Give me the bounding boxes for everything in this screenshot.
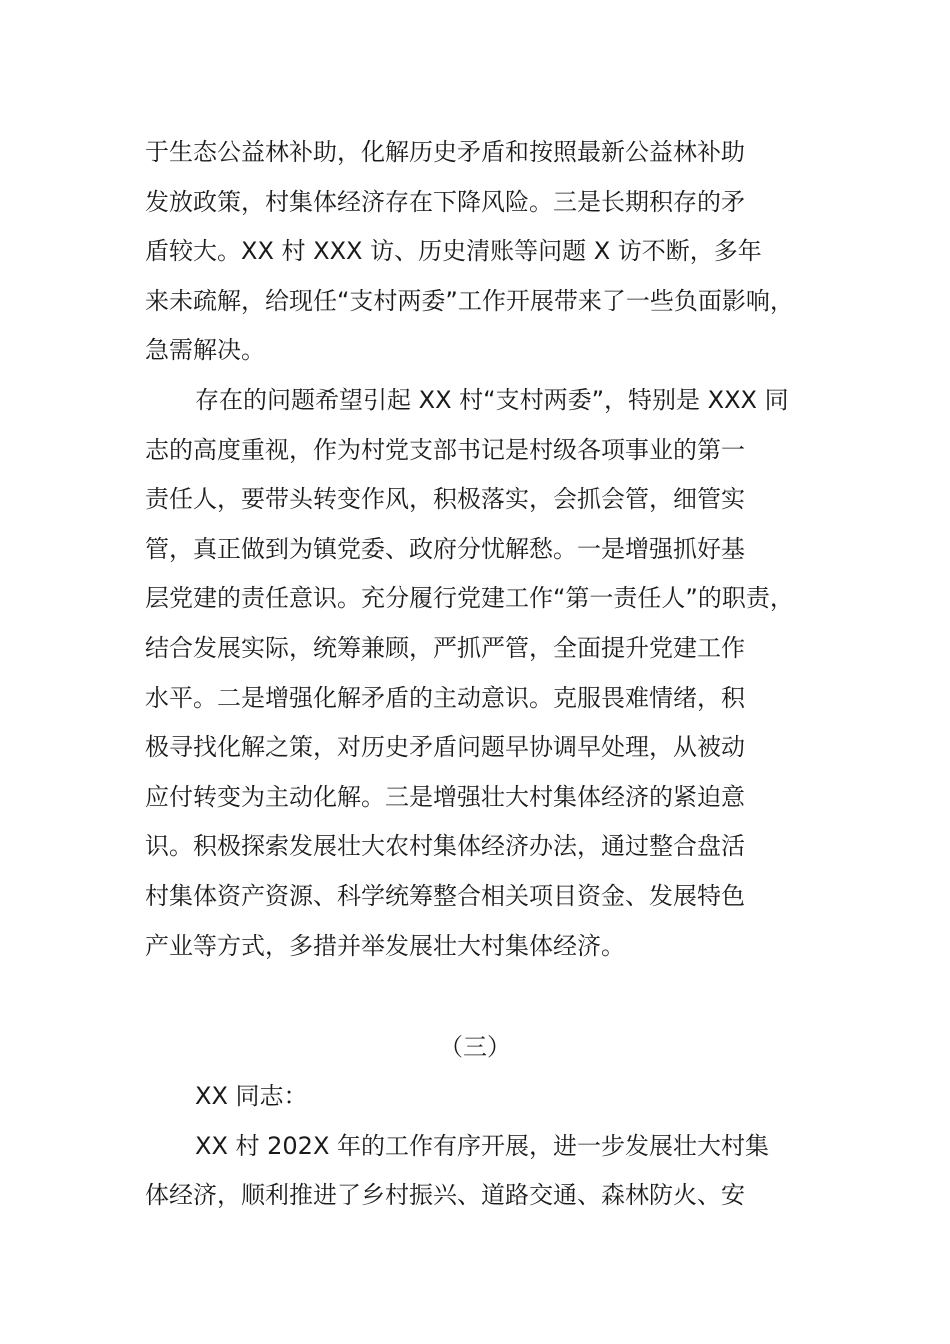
text-line: 村集体资产资源、科学统筹整合相关项目资金、发展特色: [145, 882, 745, 910]
text-line: 结合发展实际，统筹兼顾，严抓严管，全面提升党建工作: [145, 634, 745, 662]
text-line: 产业等方式，多措并举发展壮大村集体经济。: [145, 932, 625, 960]
text-line: 发放政策，村集体经济存在下降风险。三是长期积存的矛: [145, 188, 745, 216]
text-line: 体经济，顺利推进了乡村振兴、道路交通、森林防火、安: [145, 1181, 745, 1209]
text-line: 来未疏解，给现任“支村两委”工作开展带来了一些负面影响，: [145, 287, 794, 315]
text-line: 责任人，要带头转变作风，积极落实，会抓会管，细管实: [145, 485, 745, 513]
text-line: 管，真正做到为镇党委、政府分忧解愁。一是增强抓好基: [145, 535, 745, 563]
text-line: 识。积极探索发展壮大农村集体经济办法，通过整合盘活: [145, 832, 745, 860]
section-heading: （三）: [439, 1033, 511, 1061]
text-line: 层党建的责任意识。充分履行党建工作“第一责任人”的职责，: [145, 584, 794, 612]
text-line: 极寻找化解之策，对历史矛盾问题早协调早处理，从被动: [145, 733, 745, 761]
text-line: 志的高度重视，作为村党支部书记是村级各项事业的第一: [145, 436, 745, 464]
salutation: XX 同志：: [195, 1082, 308, 1110]
text-line: 应付转变为主动化解。三是增强壮大村集体经济的紧迫意: [145, 783, 745, 811]
paragraph-start-line: 存在的问题希望引起 XX 村“支村两委”，特别是 XXX 同: [195, 386, 789, 414]
paragraph-start-line: XX 村 202X 年的工作有序开展，进一步发展壮大村集: [195, 1132, 770, 1160]
text-line: 急需解决。: [145, 336, 265, 364]
text-line: 水平。二是增强化解矛盾的主动意识。克服畏难情绪，积: [145, 684, 745, 712]
text-line: 盾较大。XX 村 XXX 访、历史清账等问题 X 访不断，多年: [145, 237, 762, 265]
text-line: 于生态公益林补助，化解历史矛盾和按照最新公益林补助: [145, 138, 745, 166]
